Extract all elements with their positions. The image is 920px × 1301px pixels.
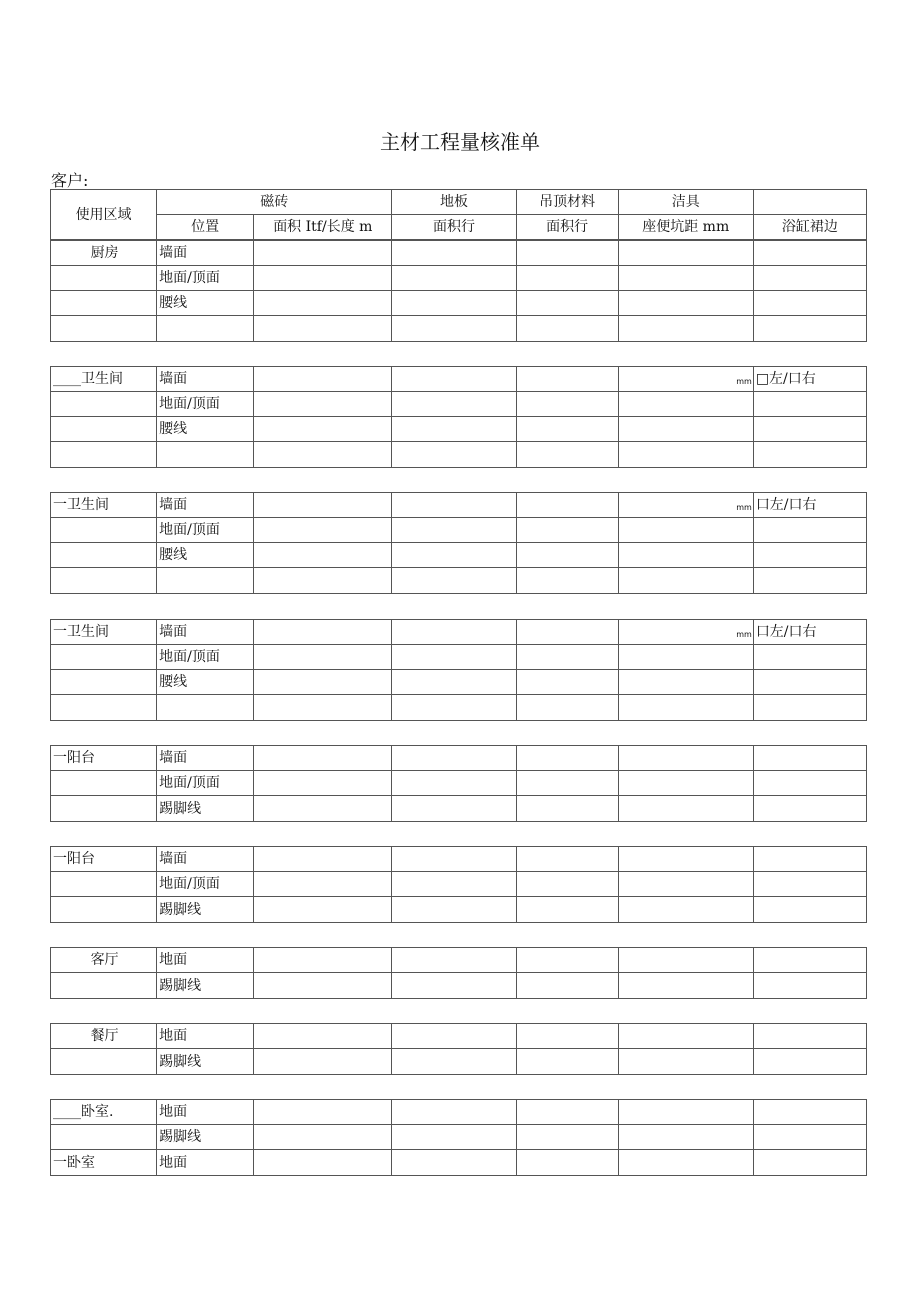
- table-row: [51, 771, 867, 796]
- toilet-distance-cell[interactable]: [618, 746, 753, 771]
- floor-area-cell[interactable]: [392, 620, 516, 645]
- bath-side-cell[interactable]: [753, 543, 866, 568]
- ceiling-area-cell[interactable]: [516, 872, 618, 897]
- ceiling-area-cell[interactable]: [516, 847, 618, 872]
- tile-area-cell[interactable]: [254, 645, 392, 670]
- toilet-distance-cell[interactable]: [618, 796, 753, 822]
- floor-area-cell[interactable]: [392, 1049, 516, 1075]
- toilet-distance-cell[interactable]: [618, 316, 753, 342]
- tile-area-cell[interactable]: [254, 620, 392, 645]
- position-cell: 腰线: [157, 543, 254, 568]
- floor-area-cell[interactable]: [392, 847, 516, 872]
- table-row: [51, 417, 867, 442]
- position-cell: 墙面: [157, 367, 254, 392]
- toilet-distance-cell[interactable]: [618, 1024, 753, 1049]
- ceiling-area-cell[interactable]: [516, 897, 618, 923]
- ceiling-area-cell[interactable]: [516, 771, 618, 796]
- position-cell: 墙面: [157, 493, 254, 518]
- bath-side-cell[interactable]: □左/口右: [753, 367, 866, 392]
- toilet-distance-cell[interactable]: [618, 973, 753, 999]
- bath-side-cell[interactable]: [753, 316, 866, 342]
- floor-area-cell[interactable]: [392, 1024, 516, 1049]
- bath-side-cell[interactable]: [753, 1150, 866, 1176]
- tile-area-cell[interactable]: [254, 1100, 392, 1125]
- floor-area-cell[interactable]: [392, 493, 516, 518]
- toilet-distance-cell[interactable]: [618, 1049, 753, 1075]
- bath-side-cell[interactable]: [753, 392, 866, 417]
- area-cell: [51, 645, 157, 670]
- bath-side-cell[interactable]: [753, 518, 866, 543]
- toilet-distance-cell[interactable]: [618, 847, 753, 872]
- position-cell: [157, 442, 254, 468]
- tile-area-cell[interactable]: [254, 568, 392, 594]
- area-cell: 一阳台: [51, 746, 157, 771]
- position-cell: 踢脚线: [157, 973, 254, 999]
- header-ceiling: 吊顶材料: [516, 190, 618, 215]
- position-cell: 踢脚线: [157, 1049, 254, 1075]
- ceiling-area-cell[interactable]: [516, 518, 618, 543]
- bath-side-cell[interactable]: [753, 948, 866, 973]
- position-cell: [157, 568, 254, 594]
- bath-side-cell[interactable]: [753, 1049, 866, 1075]
- tile-area-cell[interactable]: [254, 316, 392, 342]
- ceiling-area-cell[interactable]: [516, 1024, 618, 1049]
- toilet-distance-cell[interactable]: [618, 1125, 753, 1150]
- header-floor: 地板: [392, 190, 516, 215]
- position-cell: 墙面: [157, 620, 254, 645]
- area-cell: 餐厅: [51, 1024, 157, 1049]
- position-cell: 腰线: [157, 670, 254, 695]
- area-cell: 一卫生间: [51, 493, 157, 518]
- tile-area-cell[interactable]: [254, 872, 392, 897]
- customer-label: 客户:: [51, 171, 89, 190]
- ceiling-area-cell[interactable]: [516, 392, 618, 417]
- tile-area-cell[interactable]: [254, 771, 392, 796]
- table-row: [51, 1150, 867, 1176]
- ceiling-area-cell[interactable]: [516, 417, 618, 442]
- area-cell: [51, 897, 157, 923]
- header-ceiling-sub: 面积行: [516, 215, 618, 240]
- area-cell: [51, 442, 157, 468]
- toilet-distance-cell[interactable]: [618, 948, 753, 973]
- position-cell: 墙面: [157, 746, 254, 771]
- tile-area-cell[interactable]: [254, 367, 392, 392]
- position-cell: 地面/顶面: [157, 266, 254, 291]
- ceiling-area-cell[interactable]: [516, 1150, 618, 1176]
- bath-side-cell[interactable]: 口左/口右: [753, 493, 866, 518]
- tile-area-cell[interactable]: [254, 392, 392, 417]
- area-cell: [51, 266, 157, 291]
- toilet-distance-cell[interactable]: [618, 872, 753, 897]
- position-cell: 墙面: [157, 847, 254, 872]
- position-cell: [157, 695, 254, 721]
- position-cell: 地面: [157, 1100, 254, 1125]
- toilet-distance-cell[interactable]: [618, 417, 753, 442]
- ceiling-area-cell[interactable]: [516, 620, 618, 645]
- tile-area-cell[interactable]: [254, 518, 392, 543]
- toilet-distance-cell[interactable]: [618, 266, 753, 291]
- bath-side-cell[interactable]: [753, 266, 866, 291]
- table-row: [51, 543, 867, 568]
- table-row: [51, 392, 867, 417]
- floor-area-cell[interactable]: [392, 367, 516, 392]
- area-cell: [51, 670, 157, 695]
- section-table: [50, 492, 867, 594]
- table-row: [51, 948, 867, 973]
- position-cell: 踢脚线: [157, 796, 254, 822]
- floor-area-cell[interactable]: [392, 695, 516, 721]
- table-row: [51, 316, 867, 342]
- table-row: [51, 442, 867, 468]
- header-table: [50, 189, 867, 240]
- area-cell: [51, 417, 157, 442]
- floor-area-cell[interactable]: [392, 1125, 516, 1150]
- position-cell: 地面/顶面: [157, 645, 254, 670]
- tile-area-cell[interactable]: [254, 291, 392, 316]
- table-row: [51, 493, 867, 518]
- toilet-distance-cell[interactable]: [618, 620, 753, 645]
- area-cell: [51, 291, 157, 316]
- toilet-distance-cell[interactable]: [618, 1150, 753, 1176]
- header-floor-sub: 面积行: [392, 215, 516, 240]
- area-cell: 一阳台: [51, 847, 157, 872]
- bath-side-cell[interactable]: [753, 442, 866, 468]
- ceiling-area-cell[interactable]: [516, 973, 618, 999]
- ceiling-area-cell[interactable]: [516, 670, 618, 695]
- area-cell: [51, 771, 157, 796]
- floor-area-cell[interactable]: [392, 266, 516, 291]
- floor-area-cell[interactable]: [392, 442, 516, 468]
- table-row: [51, 518, 867, 543]
- toilet-distance-cell[interactable]: [618, 645, 753, 670]
- table-row: [51, 367, 867, 392]
- position-cell: 腰线: [157, 291, 254, 316]
- bath-side-cell[interactable]: [753, 568, 866, 594]
- toilet-distance-cell[interactable]: [618, 442, 753, 468]
- ceiling-area-cell[interactable]: [516, 493, 618, 518]
- ceiling-area-cell[interactable]: [516, 1049, 618, 1075]
- toilet-distance-cell[interactable]: [618, 543, 753, 568]
- section-table: [50, 947, 867, 999]
- area-cell: 一卧室: [51, 1150, 157, 1176]
- position-cell: 地面/顶面: [157, 518, 254, 543]
- header-row-2: [51, 215, 867, 240]
- floor-area-cell[interactable]: [392, 771, 516, 796]
- floor-area-cell[interactable]: [392, 897, 516, 923]
- tile-area-cell[interactable]: [254, 417, 392, 442]
- position-cell: 腰线: [157, 417, 254, 442]
- header-row-1: [51, 190, 867, 215]
- ceiling-area-cell[interactable]: [516, 266, 618, 291]
- position-cell: 地面/顶面: [157, 771, 254, 796]
- floor-area-cell[interactable]: [392, 543, 516, 568]
- table-row: [51, 1100, 867, 1125]
- table-row: [51, 1049, 867, 1075]
- header-position: 位置: [157, 215, 254, 240]
- toilet-distance-cell[interactable]: [618, 670, 753, 695]
- section-table: [50, 1023, 867, 1075]
- table-row: [51, 1024, 867, 1049]
- tile-area-cell[interactable]: [254, 1150, 392, 1176]
- ceiling-area-cell[interactable]: [516, 1125, 618, 1150]
- floor-area-cell[interactable]: [392, 568, 516, 594]
- position-cell: 地面: [157, 948, 254, 973]
- position-cell: [157, 316, 254, 342]
- area-cell: [51, 1125, 157, 1150]
- tile-area-cell[interactable]: [254, 847, 392, 872]
- section-table: [50, 745, 867, 822]
- tile-area-cell[interactable]: [254, 973, 392, 999]
- floor-area-cell[interactable]: [392, 973, 516, 999]
- area-cell: [51, 695, 157, 721]
- area-cell: 厨房: [51, 241, 157, 266]
- bath-side-cell[interactable]: [753, 796, 866, 822]
- section-table: [50, 619, 867, 721]
- ceiling-area-cell[interactable]: [516, 645, 618, 670]
- area-cell: [51, 392, 157, 417]
- ceiling-area-cell[interactable]: [516, 316, 618, 342]
- position-cell: 墙面: [157, 241, 254, 266]
- table-row: [51, 973, 867, 999]
- ceiling-area-cell[interactable]: [516, 442, 618, 468]
- bath-side-cell[interactable]: 口左/口右: [753, 620, 866, 645]
- bath-side-cell[interactable]: [753, 847, 866, 872]
- floor-area-cell[interactable]: [392, 518, 516, 543]
- toilet-distance-cell[interactable]: [618, 1100, 753, 1125]
- tile-area-cell[interactable]: [254, 796, 392, 822]
- section-table: [50, 366, 867, 468]
- ceiling-area-cell[interactable]: [516, 695, 618, 721]
- position-cell: 地面: [157, 1024, 254, 1049]
- floor-area-cell[interactable]: [392, 241, 516, 266]
- header-bath-sub: 浴缸裙边: [753, 215, 866, 240]
- floor-area-cell[interactable]: [392, 316, 516, 342]
- toilet-distance-cell[interactable]: [618, 568, 753, 594]
- area-cell: [51, 518, 157, 543]
- table-row: [51, 670, 867, 695]
- tile-area-cell[interactable]: [254, 266, 392, 291]
- section-table: [50, 846, 867, 923]
- floor-area-cell[interactable]: [392, 645, 516, 670]
- position-cell: 踢脚线: [157, 897, 254, 923]
- toilet-distance-cell[interactable]: [618, 367, 753, 392]
- bath-side-cell[interactable]: [753, 897, 866, 923]
- bath-side-cell[interactable]: [753, 746, 866, 771]
- floor-area-cell[interactable]: [392, 392, 516, 417]
- table-row: [51, 645, 867, 670]
- ceiling-area-cell[interactable]: [516, 746, 618, 771]
- table-row: [51, 897, 867, 923]
- floor-area-cell[interactable]: [392, 746, 516, 771]
- toilet-distance-cell[interactable]: [618, 241, 753, 266]
- header-tile-sub: 面积 Itf/长度 m: [254, 215, 392, 240]
- toilet-distance-cell[interactable]: [618, 518, 753, 543]
- bath-side-cell[interactable]: [753, 645, 866, 670]
- tile-area-cell[interactable]: [254, 442, 392, 468]
- ceiling-area-cell[interactable]: [516, 241, 618, 266]
- header-tile: 磁砖: [157, 190, 392, 215]
- floor-area-cell[interactable]: [392, 796, 516, 822]
- tile-area-cell[interactable]: [254, 1024, 392, 1049]
- toilet-distance-cell[interactable]: [618, 695, 753, 721]
- area-cell: 客厅: [51, 948, 157, 973]
- table-row: [51, 695, 867, 721]
- floor-area-cell[interactable]: [392, 291, 516, 316]
- bath-side-cell[interactable]: [753, 771, 866, 796]
- tile-area-cell[interactable]: [254, 241, 392, 266]
- header-toilet-sub: 座便坑距 mm: [618, 215, 753, 240]
- table-row: [51, 266, 867, 291]
- bath-side-cell[interactable]: [753, 872, 866, 897]
- tile-area-cell[interactable]: [254, 1049, 392, 1075]
- bath-side-cell[interactable]: [753, 241, 866, 266]
- ceiling-area-cell[interactable]: [516, 291, 618, 316]
- area-cell: [51, 568, 157, 594]
- mm-unit-label: mm: [736, 503, 752, 512]
- table-row: [51, 746, 867, 771]
- position-cell: 地面: [157, 1150, 254, 1176]
- tile-area-cell[interactable]: [254, 948, 392, 973]
- bath-side-cell[interactable]: [753, 670, 866, 695]
- toilet-distance-cell[interactable]: [618, 291, 753, 316]
- ceiling-area-cell[interactable]: [516, 543, 618, 568]
- tile-area-cell[interactable]: [254, 493, 392, 518]
- table-row: [51, 796, 867, 822]
- toilet-distance-cell[interactable]: [618, 493, 753, 518]
- tile-area-cell[interactable]: [254, 670, 392, 695]
- bath-side-cell[interactable]: [753, 695, 866, 721]
- area-cell: [51, 973, 157, 999]
- ceiling-area-cell[interactable]: [516, 796, 618, 822]
- area-cell: [51, 316, 157, 342]
- ceiling-area-cell[interactable]: [516, 948, 618, 973]
- position-cell: 地面/顶面: [157, 872, 254, 897]
- ceiling-area-cell[interactable]: [516, 1100, 618, 1125]
- table-row: [51, 847, 867, 872]
- section-table: [50, 240, 867, 342]
- area-cell: 一卫生间: [51, 620, 157, 645]
- floor-area-cell[interactable]: [392, 417, 516, 442]
- floor-area-cell[interactable]: [392, 948, 516, 973]
- bath-side-cell[interactable]: [753, 1100, 866, 1125]
- mm-unit-label: mm: [736, 630, 752, 639]
- area-cell: [51, 1049, 157, 1075]
- area-cell: [51, 796, 157, 822]
- page-title: 主材工程量核准单: [380, 130, 540, 154]
- floor-area-cell[interactable]: [392, 872, 516, 897]
- table-row: [51, 241, 867, 266]
- floor-area-cell[interactable]: [392, 1150, 516, 1176]
- table-row: [51, 568, 867, 594]
- floor-area-cell[interactable]: [392, 1100, 516, 1125]
- ceiling-area-cell[interactable]: [516, 367, 618, 392]
- ceiling-area-cell[interactable]: [516, 568, 618, 594]
- header-blank: [753, 190, 866, 215]
- tile-area-cell[interactable]: [254, 746, 392, 771]
- header-sanitary: 洁具: [618, 190, 753, 215]
- toilet-distance-cell[interactable]: [618, 392, 753, 417]
- tile-area-cell[interactable]: [254, 543, 392, 568]
- section-table: [50, 1099, 867, 1176]
- table-row: [51, 620, 867, 645]
- area-cell: ____卧室.: [51, 1100, 157, 1125]
- bath-side-cell[interactable]: [753, 973, 866, 999]
- bath-side-cell[interactable]: [753, 1125, 866, 1150]
- header-area: 使用区域: [51, 190, 157, 240]
- toilet-distance-cell[interactable]: [618, 771, 753, 796]
- tile-area-cell[interactable]: [254, 897, 392, 923]
- area-cell: [51, 872, 157, 897]
- floor-area-cell[interactable]: [392, 670, 516, 695]
- bath-side-cell[interactable]: [753, 291, 866, 316]
- bath-side-cell[interactable]: [753, 1024, 866, 1049]
- toilet-distance-cell[interactable]: [618, 897, 753, 923]
- position-cell: 踢脚线: [157, 1125, 254, 1150]
- tile-area-cell[interactable]: [254, 695, 392, 721]
- area-cell: [51, 543, 157, 568]
- table-row: [51, 872, 867, 897]
- tile-area-cell[interactable]: [254, 1125, 392, 1150]
- mm-unit-label: mm: [736, 377, 752, 386]
- position-cell: 地面/顶面: [157, 392, 254, 417]
- table-row: [51, 291, 867, 316]
- area-cell: ____卫生间: [51, 367, 157, 392]
- table-row: [51, 1125, 867, 1150]
- bath-side-cell[interactable]: [753, 417, 866, 442]
